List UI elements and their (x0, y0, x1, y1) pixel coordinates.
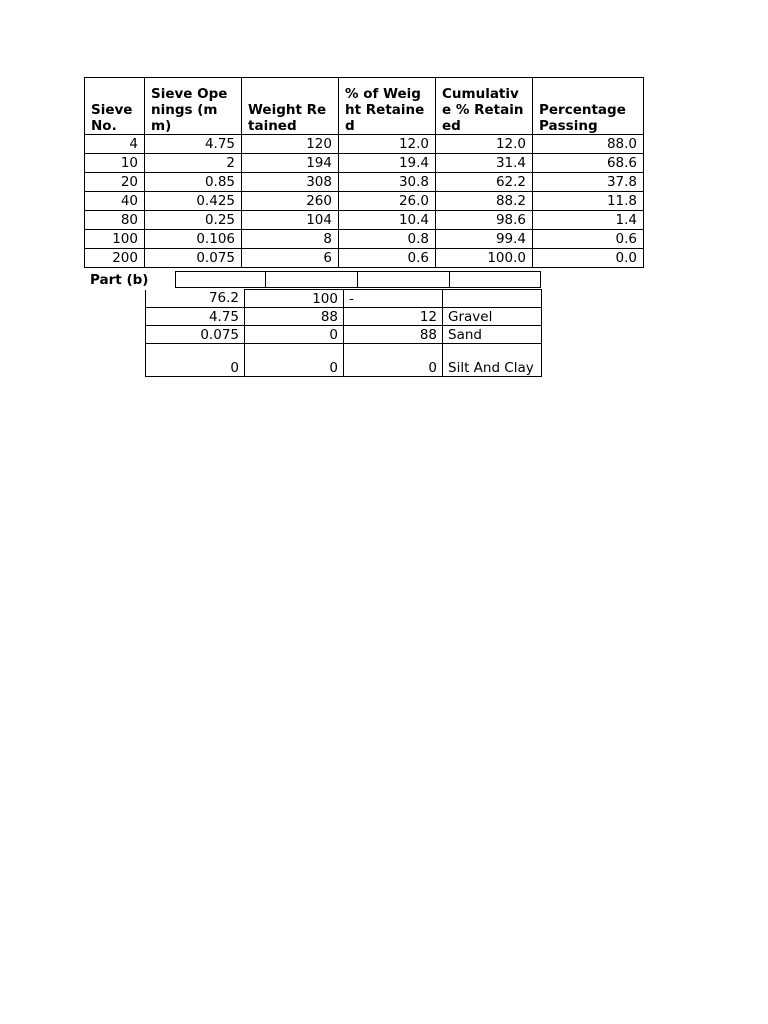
part-b-label: Part (b) (90, 272, 149, 288)
table-row (146, 290, 542, 308)
table-row (146, 344, 542, 377)
cell-passing: 37.8 (533, 173, 644, 192)
cell-retained: 0 (344, 344, 443, 377)
cell-percent: 12.0 (339, 135, 436, 154)
cell-percent: 26.0 (339, 192, 436, 211)
cell-cumulative: 88.2 (436, 192, 533, 211)
cell-opening: 0.85 (145, 173, 242, 192)
cell-percent: 30.8 (339, 173, 436, 192)
cell-passing: 0 (245, 344, 344, 377)
cell-passing: 68.6 (533, 154, 644, 173)
header-percent-weight-retained: % of Weight Retained (339, 78, 436, 135)
sieve-analysis-table (84, 77, 644, 268)
cell-passing: 100 (245, 290, 344, 308)
cell-weight: 260 (242, 192, 339, 211)
cell-passing: 0.0 (533, 249, 644, 268)
header-sieve-no: Sieve No. (85, 78, 145, 135)
cell-retained: 88 (344, 326, 443, 344)
cell-opening: 2 (145, 154, 242, 173)
cell-weight: 104 (242, 211, 339, 230)
cell-sieve-no: 4 (85, 135, 145, 154)
empty-cell (450, 271, 541, 288)
cell-opening: 0.425 (145, 192, 242, 211)
cell-size: 4.75 (146, 308, 245, 326)
table-row (85, 230, 644, 249)
cell-sieve-no: 80 (85, 211, 145, 230)
table-row (146, 326, 542, 344)
header-weight-retained: Weight Retained (242, 78, 339, 135)
cell-percent: 19.4 (339, 154, 436, 173)
cell-cumulative: 99.4 (436, 230, 533, 249)
header-sieve-openings: Sieve Openings (mm) (145, 78, 242, 135)
table-row (85, 211, 644, 230)
header-percentage-passing: Percentage Passing (533, 78, 644, 135)
cell-classification: Sand (443, 326, 542, 344)
cell-retained: 12 (344, 308, 443, 326)
cell-passing: 0 (245, 326, 344, 344)
cell-percent: 0.8 (339, 230, 436, 249)
cell-sieve-no: 20 (85, 173, 145, 192)
empty-cell (175, 271, 266, 288)
cell-opening: 0.25 (145, 211, 242, 230)
cell-weight: 6 (242, 249, 339, 268)
header-cumulative-retained: Cumulative % Retained (436, 78, 533, 135)
table-row (85, 173, 644, 192)
table-row (146, 308, 542, 326)
part-b-table (145, 289, 542, 377)
cell-classification (443, 290, 542, 308)
cell-sieve-no: 100 (85, 230, 145, 249)
cell-sieve-no: 10 (85, 154, 145, 173)
cell-classification: Gravel (443, 308, 542, 326)
cell-sieve-no: 200 (85, 249, 145, 268)
cell-weight: 120 (242, 135, 339, 154)
table-row (85, 154, 644, 173)
empty-cell (266, 271, 358, 288)
cell-opening: 0.106 (145, 230, 242, 249)
part-b-offset-row (175, 271, 541, 289)
cell-cumulative: 62.2 (436, 173, 533, 192)
empty-cell (358, 271, 450, 288)
cell-passing: 1.4 (533, 211, 644, 230)
table-row (85, 249, 644, 268)
cell-retained: - (344, 290, 443, 308)
table-row (85, 192, 644, 211)
cell-cumulative: 31.4 (436, 154, 533, 173)
cell-passing: 88 (245, 308, 344, 326)
cell-classification: Silt And Clay (443, 344, 542, 377)
cell-opening: 0.075 (145, 249, 242, 268)
cell-cumulative: 12.0 (436, 135, 533, 154)
table-header-row (85, 78, 644, 135)
cell-cumulative: 98.6 (436, 211, 533, 230)
cell-percent: 0.6 (339, 249, 436, 268)
cell-weight: 8 (242, 230, 339, 249)
cell-passing: 88.0 (533, 135, 644, 154)
cell-opening: 4.75 (145, 135, 242, 154)
cell-sieve-no: 40 (85, 192, 145, 211)
cell-size: 0.075 (146, 326, 245, 344)
cell-percent: 10.4 (339, 211, 436, 230)
cell-cumulative: 100.0 (436, 249, 533, 268)
table-row (85, 135, 644, 154)
cell-passing: 0.6 (533, 230, 644, 249)
cell-passing: 11.8 (533, 192, 644, 211)
cell-size: 0 (146, 344, 245, 377)
cell-size: 76.2 (146, 290, 245, 308)
cell-weight: 308 (242, 173, 339, 192)
cell-weight: 194 (242, 154, 339, 173)
